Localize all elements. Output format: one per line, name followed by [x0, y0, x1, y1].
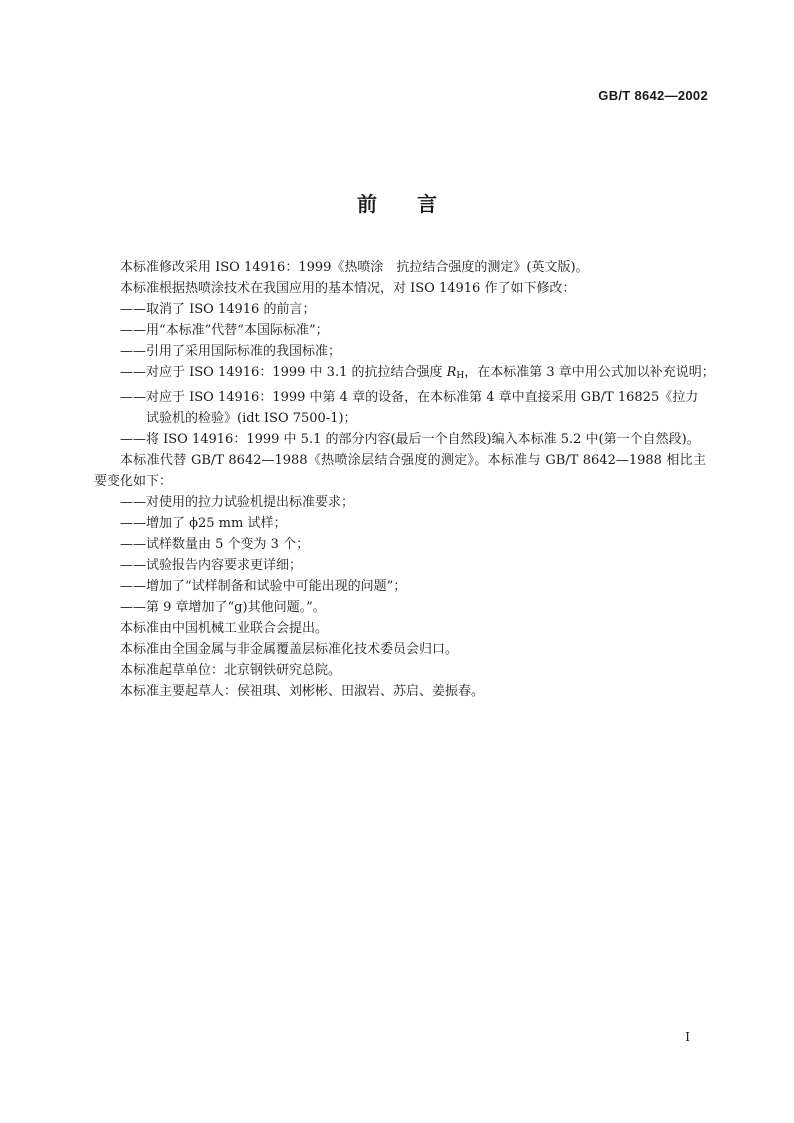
list-item-text: 对应于 ISO 14916：1999 中第 4 章的设备，在本标准第 4 章中直接采用 GB/T 16825《拉力试验机的检验》(idt ISO 7500-1)；	[146, 390, 699, 426]
list-item	[94, 320, 706, 341]
list-item	[94, 597, 706, 618]
dash: ——	[120, 537, 146, 552]
paragraph: 本标准主要起草人：侯祖琪、刘彬彬、田淑岩、苏启、姜振春。	[120, 684, 485, 699]
list-item-text: 对应于 ISO 14916：1999 中 3.1 的抗拉结合强度	[146, 365, 447, 380]
standard-code: GB/T 8642—2002	[598, 88, 708, 103]
symbol-r: R	[446, 365, 457, 380]
list-item	[94, 299, 706, 320]
paragraph: 本标准根据热喷涂技术在我国应用的基本情况，对 ISO 14916 作了如下修改：	[120, 281, 576, 296]
dash: ——	[120, 600, 146, 615]
dash: ——	[120, 390, 146, 405]
list-item-text: 增加了 ϕ25 mm 试样；	[146, 516, 287, 531]
dash: ——	[120, 495, 146, 510]
list-item-text: 试验报告内容要求更详细；	[146, 558, 303, 573]
paragraph: 本标准修改采用 ISO 14916：1999《热喷涂 抗拉结合强度的测定》(英文版)。	[120, 260, 589, 275]
dash: ——	[120, 558, 146, 573]
list-item	[94, 492, 706, 513]
dash: ——	[120, 323, 146, 338]
symbol-subscript: H	[456, 371, 465, 381]
paragraph: 本标准起草单位：北京钢铁研究总院。	[120, 663, 342, 678]
list-item-text: ，在本标准第 3 章中用公式加以补充说明；	[464, 365, 715, 380]
list-item-text: 用“本标准”代替“本国际标准”；	[146, 323, 329, 338]
list-item-text: 第 9 章增加了“g)其他问题。”。	[146, 600, 326, 615]
list-item-text: 试样数量由 5 个变为 3 个；	[146, 537, 310, 552]
paragraph: 本标准由中国机械工业联合会提出。	[120, 621, 329, 636]
dash: ——	[120, 432, 146, 447]
list-item-text: 引用了采用国际标准的我国标准；	[146, 344, 342, 359]
list-item	[94, 555, 706, 576]
list-item-text: 对使用的拉力试验机提出标准要求；	[146, 495, 355, 510]
dash: ——	[120, 302, 146, 317]
paragraph: 本标准代替 GB/T 8642—1988《热喷涂层结合强度的测定》。本标准与 GB/T 8642—1988 相比主要变化如下：	[94, 453, 706, 489]
list-item	[94, 513, 706, 534]
list-item-text: 将 ISO 14916：1999 中 5.1 的部分内容(最后一个自然段)编入本标准 5.2 中(第一个自然段)。	[146, 432, 700, 447]
list-item	[94, 341, 706, 362]
paragraph: 本标准由全国金属与非金属覆盖层标准化技术委员会归口。	[120, 642, 459, 657]
dash: ——	[120, 365, 146, 380]
dash: ——	[120, 516, 146, 531]
list-item	[94, 534, 706, 555]
list-item	[94, 387, 706, 429]
list-item	[94, 576, 706, 597]
page-number: I	[685, 1030, 690, 1044]
dash: ——	[120, 579, 146, 594]
list-item-text: 取消了 ISO 14916 的前言；	[146, 302, 316, 317]
list-item	[94, 362, 715, 387]
list-item-text: 增加了“试样制备和试验中可能出现的问题”；	[146, 579, 407, 594]
dash: ——	[120, 344, 146, 359]
page-title: 前言	[357, 192, 477, 216]
foreword-body	[94, 257, 715, 702]
list-item	[94, 429, 706, 450]
